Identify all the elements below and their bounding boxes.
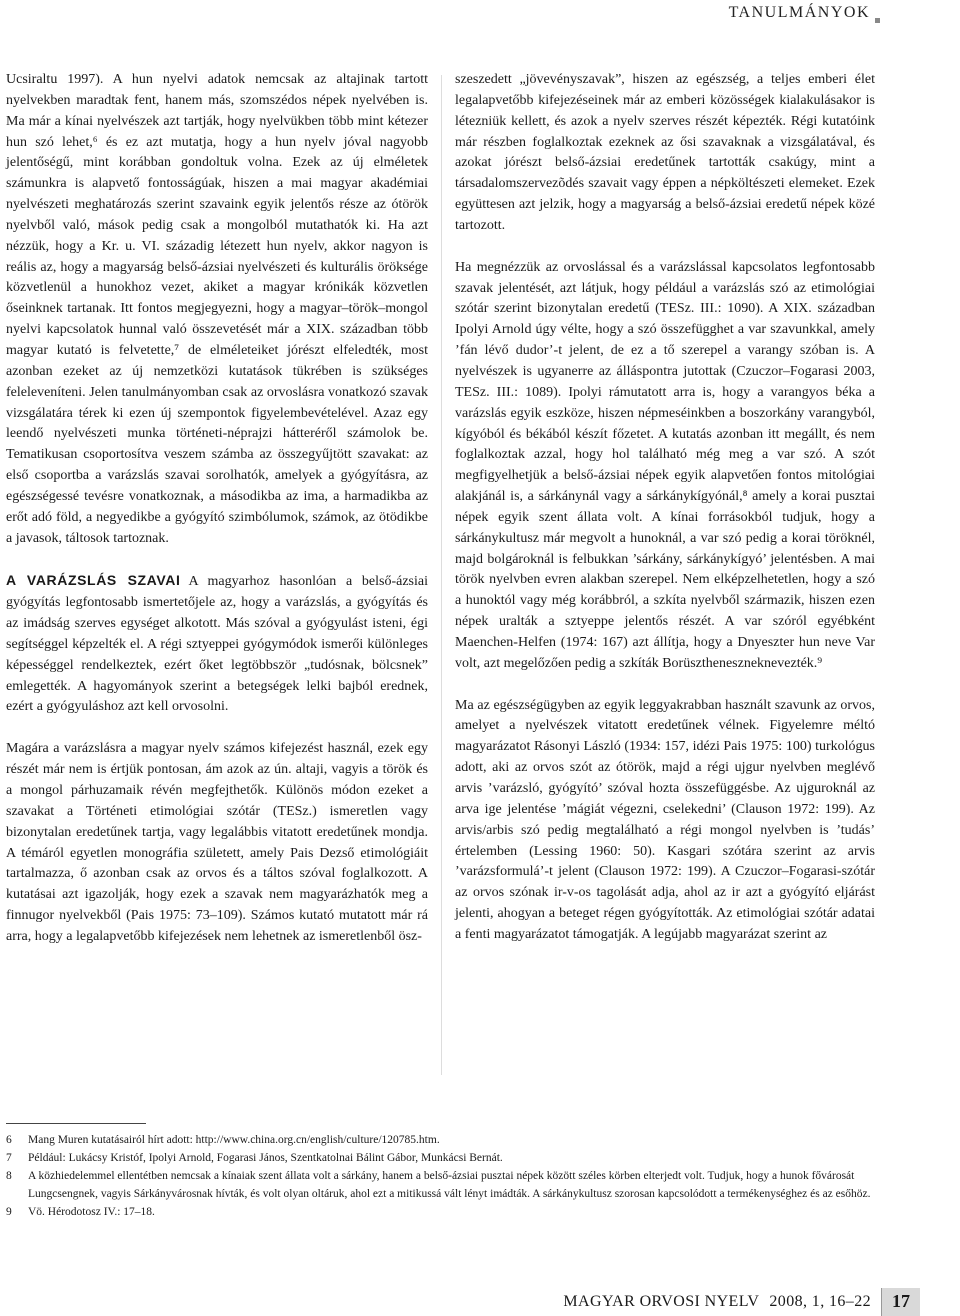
journal-name: MAGYAR ORVOSI NYELV [563, 1293, 760, 1310]
paragraph-varazslas [6, 570, 428, 718]
paragraph-intro: Ucsiraltu 1997). A hun nyelvi adatok nemcsak az altajinak tartott nyelvekben maradtak fent, hanem más, szomszédos népek nyelvében is. Ma már a kínai nyelvészek azt tartják, hogy nyelvükben több mint kétezer hun szó lehet,⁶ és ez azt mutatja, hogy a hun nyelv jóval nagyobb jelentőségű, mint korábban gondoltuk volna. Ezek az új elméletek számunkra is alapvető fontosságúak, hiszen a mai magyar akadémiai nyelvészeti meghatározás szerint szavaink egyik jelentős része az ótörök nyelvből való, mások pedig csak a mongolból mutathatók ki. Ha azt nézzük, hogy a Kr. u. VI. századig létezett hun nyelv, akkor nagyon is reális az, hogy a magyarság belső-ázsiai nyelvészeti és kulturális öröksége közvetlenül a hunokhoz vezet, akiket a magyar krónikák közvetlen őseinknek tartanak. Itt fontos megjegyezni, hogy a magyar–török–mongol nyelvi kapcsolatok hunnal való összevetését már a XIX. században több magyar kutató is felvetette,⁷ de elméleteiket jórészt elfeledték, most azonban ezeket az új nemzetközi kutatások tükrében is szükséges feleleveníteni. Jelen tanulmányomban csak az orvoslásra vonatkozó szavak vizsgálatára térek ki ezen új szempontok figyelembevételével. Azaz egy leendő nyelvészeti munka történeti-néprajzi hátteréről számolok be. Tematikusan csoportosítva veszem számba az összegyűjtött szavakat: az első csoportba a varázslás szavai sorolhatók, amelyek a gyógyításra, az egészségessé tevésre vonatkoznak, a másodikba az ima, a harmadikba az erőt adó föld, a negyedikbe a gyógyító szimbólumok, számok, az ötödikbe a javasok, táltosok tartoznak. [6, 72, 428, 546]
footnote-text: A közhiedelemmel ellentétben nemcsak a kínaiak szent állata volt a sárkány, hanem a belső-ázsiai pusztai népek között széles körben elterjedt volt. Tudjuk, hogy a hunok fővárosát Lungcsengnek, vagyis Sárkányvárosnak hívták, és volt olyan oltáruk, ahol ezt a mitikussá vált lényt imádták. A sárkánykultusz szorosan kapcsolódott a termékenységhez és az esőhöz. [28, 1170, 871, 1200]
page-footer [563, 1288, 920, 1316]
footnote [6, 1203, 876, 1221]
right-column [455, 70, 875, 946]
page-header [0, 0, 960, 30]
paragraph-orvos: Ma az egészségügyben az egyik leggyakrabban használt szavunk az orvos, amelyet a nyelvészek vitatott eredetűnek vélnek. Figyelemre méltó magyarázatot Rásonyi László (1934: 157, idézi Pais 1975: 100) turkológus adott, aki az orvos szót az ótörök, majd a régi ujgur nyelvben meglévő arvis ’varázsló, gyógyító’ szóval hozta összefüggésbe. Az ujguroknál az arva ige jelentése ’mágiát végezni, cselekedni’ (Clauson 1972: 199). Az arvis/arbis szó pedig megtalálható a régi mongol nyelvben is ’tudás’ értelemben (Lessing 1960: 50). Kasgari szótára szerint az arvis ’varázsformulá’-t jelent (Clauson 1972: 199). A Czuczor–Fogarasi-szótár az orvos szónak ir-v-os tagolását adja, ahol az ir azt a gyógyító eljárást jelenti, ahogyan a beteget régen gyógyították. Az etimológiai szótár adatai a fenti magyarázatot támogatják. A legújabb magyarázat szerint az [455, 697, 875, 942]
footnote [6, 1131, 876, 1149]
footnote [6, 1167, 876, 1203]
footnote-text: Vö. Hérodotosz IV.: 17–18. [28, 1206, 155, 1218]
section-heading: A VARÁZSLÁS SZAVAI [6, 572, 181, 589]
journal-issue: 2008, 1, 16–22 [769, 1293, 871, 1310]
page-number: 17 [881, 1288, 920, 1316]
footnote-number: 8 [6, 1170, 12, 1182]
footnote [6, 1149, 876, 1167]
footnote-text: Mang Muren kutatásairól hírt adott: http://www.china.org.cn/english/culture/120785.htm. [28, 1134, 440, 1146]
footnote-number: 7 [6, 1152, 12, 1164]
header-square-marker [875, 18, 880, 23]
footnote-text: Például: Lukácsy Kristóf, Ipolyi Arnold, Fogarasi János, Szentkatolnai Bálint Gábor, Munkácsi Bernát. [28, 1152, 503, 1164]
left-column [6, 70, 428, 948]
footnotes [6, 1131, 876, 1221]
section-title: TANULMÁNYOK [728, 4, 870, 21]
footnote-number: 9 [6, 1206, 12, 1218]
footnote-number: 6 [6, 1134, 12, 1146]
paragraph-var: Ha megnézzük az orvoslással és a varázslással kapcsolatos legfontosabb szavak jelentését, azt látjuk, hogy például a varázslás szó az etimológiai szótár szerint bizonytalan eredetű (TESz. III.: 1090). A XIX. században Ipolyi Arnold úgy vélte, hogy a szó összefügghet a var szavunkkal, amely ’fán lévő dudor’-t jelent, de ez a tő szerepel a varangy szóban is. A nyelvészek is ugyanerre az álláspontra jutottak (Czuczor–Fogarasi 2003, TESz. III.: 1089). Ipolyi rámutatott arra is, hogy a varangyos béka a varázslás egyik eszköze, hiszen népmeséinkben a boszorkány varangyból, kígyóból és békából készít főzetet. A kutatás azonban itt megállt, és nem foglalkoztak azzal, hogy hol található még meg a var szó. A szót megfigyelhetjük a belső-ázsiai népek egyik alapvetően fontos mitológiai alakjánál is, a sárkánynál vagy a sárkánykígyónál,⁸ amely a korai pusztai népek egyik szent állata volt. A kínai forrásokból tudjuk, hogy a sárkánykultusz már megvolt a hunoknál, a var szó pedig a korai töröknél, majd bolgároknál is felbukkan ’sárkány, sárkánykígyó’ jelentésben. A mai török nyelvben evren alakban szerepel. Nem elképzelhetetlen, hogy a szó a hunoktól vagy még korábbról, a szkíta nyelvből származik, hiszen ezen népek uralták a sztyeppe jelentős részét. A var szóról egyébként Maenchen-Helfen (1974: 167) azt állítja, hogy a Dnyeszter hun neve Var volt, azt megelőzően pedig a szkíták Borüsztheneszneknevezték.⁹ [455, 259, 875, 671]
paragraph-continuation: szeszedett „jövevényszavak”, hiszen az egészség, a teljes emberi élet legalapvetőbb kifejezéseinek már az emberi közösségek kialakulásakor is létezniük kellett, és azok a nyelv szerves részét képezték. Régi kutatóink már részben foglalkoztak ezeknek az ősi szavaknak a vizsgálatával, és azokat jórészt belső-ázsiai eredetűnek tartották csakúgy, mint a társadalomszervezõdés szavait vagy éppen a népköltészeti elemeket. Ezek együttesen azt jelzik, hogy a magyarság a belső-ázsiai eredetű népek közé tartozott. [455, 72, 875, 233]
column-divider [441, 75, 442, 1075]
paragraph-varazslas-text: A magyarhoz hasonlóan a belső-ázsiai gyógyítás legfontosabb ismertetőjele az, hogy a varázslás, a gyógyítás és az imádság szerves egységet alkotott. Más szóval a gyógyulást isteni, égi segítséggel képzelték el. A régi sztyeppei gyógymódok ismerői különleges képességgel rendelkeztek, ezért őket legtöbbször „tudósnak, bölcsnek” emlegették. A hagyományok szerint a betegségek lelki bajból erednek, ezért a gyógyuláshoz azt kell orvosolni. [6, 574, 428, 715]
footnote-rule [6, 1123, 146, 1124]
paragraph-varazslas-2: Magára a varázslásra a magyar nyelv számos kifejezést használ, ezek egy részét már nem is értjük pontosan, ám azok az ún. altaji, vagyis a török és a mongol párhuzamaik révén megfejthetők. Különös módon ezeket a szavakat a Történeti etimológiai szótár (TESz.) ismeretlen vagy bizonytalan eredetűnek tartja, vagy legalábbis vitatott eredetűnek mondja. A témáról egyetlen monográfia született, amely Pais Dezső etimológiáit tartalmazza, ő azonban csak az orvos és a táltos szóval foglalkozott. A kutatásai azt igazolják, hogy ezek a szavak nem magyarázhatók meg a finnugor nyelvekből (Pais 1975: 73–109). Számos kutató mutatott már rá arra, hogy a legalapvetőbb kifejezések nem lehetnek az ismeretlenből ösz- [6, 741, 428, 944]
